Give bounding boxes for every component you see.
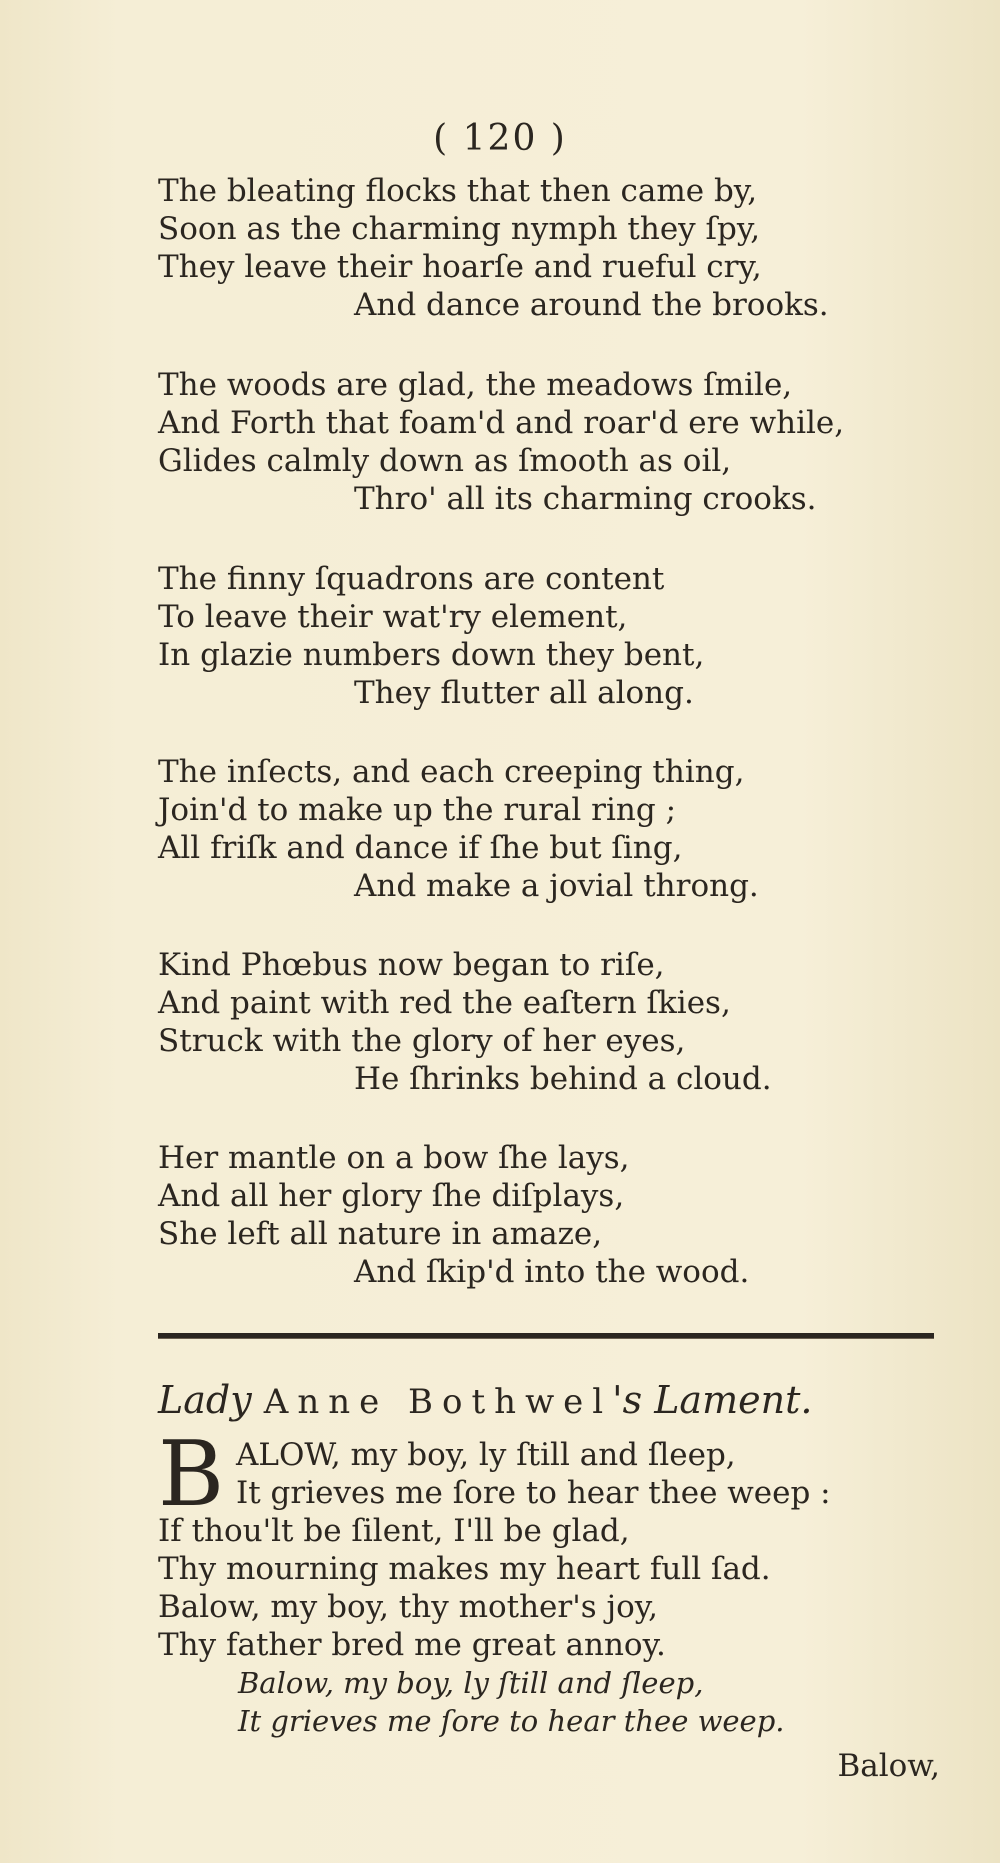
verse-line: She left all nature in amaze,: [158, 1216, 603, 1252]
stanza-6: [158, 1139, 938, 1291]
verse-line: Thy father bred me great annoy.: [158, 1627, 666, 1663]
verse-line: And all her glory ſhe diſplays,: [158, 1178, 625, 1214]
catchword: Balow,: [837, 1748, 940, 1784]
verse-line: Thro' all its charming crooks.: [354, 481, 817, 517]
drop-cap: B: [158, 1422, 225, 1527]
verse-line: The inſects, and each creeping thing,: [158, 754, 745, 790]
song-title-part: 's Lament.: [612, 1378, 813, 1422]
verse-line: Struck with the glory of her eyes,: [158, 1023, 686, 1059]
verse-line: And Forth that foam'd and roar'd ere while,: [158, 405, 845, 441]
refrain-line: Balow, my boy, ly ſtill and ſleep,: [238, 1666, 704, 1700]
verse-line: And dance around the brooks.: [354, 287, 829, 323]
stanza-2: [158, 366, 938, 518]
verse-line: The bleating flocks that then came by,: [158, 173, 758, 209]
verse-line: Glides calmly down as ſmooth as oil,: [158, 443, 732, 479]
verse-line: In glazie numbers down they bent,: [158, 637, 705, 673]
stanza-5: [158, 946, 938, 1098]
verse-line: Kind Phœbus now began to riſe,: [158, 947, 665, 983]
verse-line: If thou'lt be ſilent, I'll be glad,: [158, 1513, 630, 1549]
page-number: ( 120 ): [433, 118, 567, 159]
verse-line: Her mantle on a bow ſhe lays,: [158, 1140, 630, 1176]
song-title-part: Anne Bothwel: [263, 1382, 613, 1422]
song-title-part: Lady: [158, 1378, 252, 1422]
verse-line: Thy mourning makes my heart full ſad.: [158, 1551, 771, 1587]
stanza-4: [158, 753, 938, 905]
verse-line: ALOW, my boy, ly ſtill and ſleep,: [236, 1437, 736, 1473]
verse-line: And paint with red the eaſtern ſkies,: [158, 985, 731, 1021]
verse-line: They flutter all along.: [354, 675, 694, 711]
song-body: [158, 1422, 958, 1740]
verse-line: Join'd to make up the rural ring ;: [158, 792, 677, 828]
stanza-3: [158, 560, 938, 712]
verse-line: Soon as the charming nymph they ſpy,: [158, 211, 761, 247]
verse-line: Balow, my boy, thy mother's joy,: [158, 1589, 659, 1625]
verse-line: They leave their hoarſe and rueful cry,: [158, 249, 762, 285]
verse-line: All friſk and dance if ſhe but ſing,: [158, 830, 683, 866]
section-divider: [158, 1333, 934, 1339]
verse-line: And make a jovial throng.: [354, 868, 759, 904]
verse-line: He ſhrinks behind a cloud.: [354, 1061, 772, 1097]
verse-line: The finny ſquadrons are content: [158, 561, 665, 597]
refrain-line: It grieves me ſore to hear thee weep.: [238, 1704, 785, 1738]
verse-line: It grieves me ſore to hear thee weep :: [236, 1475, 831, 1511]
verse-line: The woods are glad, the meadows ſmile,: [158, 367, 793, 403]
stanza-1: [158, 172, 938, 324]
verse-line: And ſkip'd into the wood.: [354, 1254, 750, 1290]
verse-line: To leave their wat'ry element,: [158, 599, 628, 635]
song-title: [158, 1378, 948, 1422]
